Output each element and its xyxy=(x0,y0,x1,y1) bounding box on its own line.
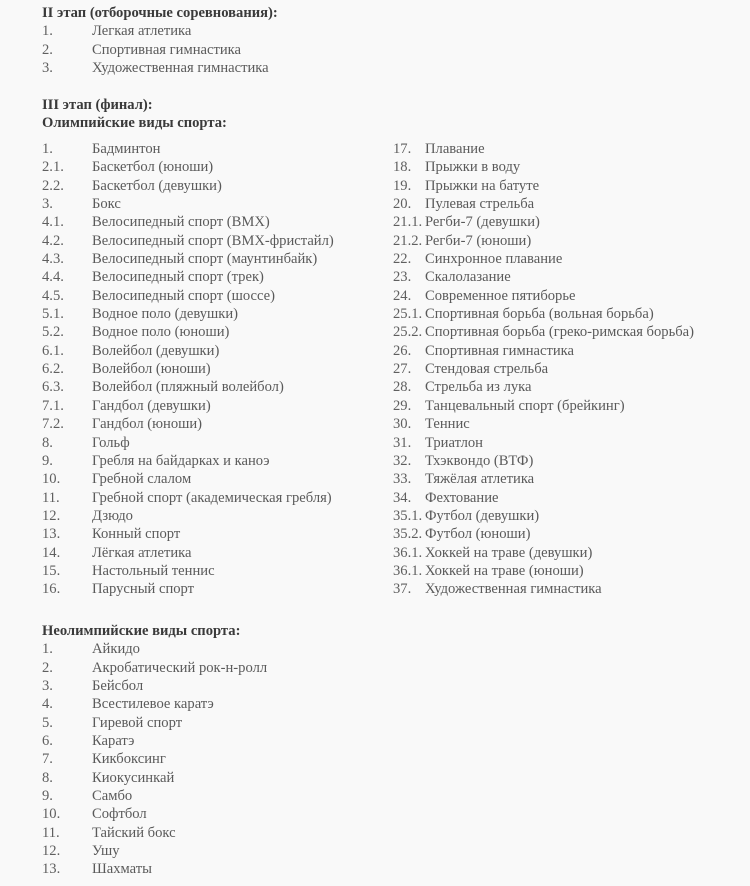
list-item-number: 28. xyxy=(393,379,412,396)
list-item-number: 4.5. xyxy=(42,287,64,304)
list-item-label: Регби-7 (юноши) xyxy=(425,232,532,249)
list-item-number: 11. xyxy=(42,489,60,506)
list-item-label: Всестилевое каратэ xyxy=(92,696,214,713)
list-item xyxy=(393,140,743,158)
list-item-label: Регби-7 (девушки) xyxy=(425,214,540,231)
list-item xyxy=(393,323,743,341)
list-item-label: Софтбол xyxy=(92,806,147,823)
list-item-number: 2. xyxy=(42,41,53,58)
list-item-label: Велосипедный спорт (маунтинбайк) xyxy=(92,251,318,268)
list-item-label: Конный спорт xyxy=(92,526,181,543)
list-item xyxy=(42,177,382,195)
list-item-label: Спортивная гимнастика xyxy=(425,342,575,359)
list-item-label: Кикбоксинг xyxy=(92,751,166,768)
list-item-label: Прыжки на батуте xyxy=(425,177,540,194)
list-item xyxy=(42,232,382,250)
list-item-label: Спортивная борьба (вольная борьба) xyxy=(425,306,654,323)
list-item-label: Хоккей на траве (юноши) xyxy=(425,562,584,579)
list-item-number: 16. xyxy=(42,581,61,598)
list-item-number: 11. xyxy=(42,824,60,841)
list-item-number: 4. xyxy=(42,696,53,713)
list-item-label: Лёгкая атлетика xyxy=(92,544,192,561)
list-item-label: Тяжёлая атлетика xyxy=(425,471,535,488)
list-item-label: Бейсбол xyxy=(92,678,144,695)
list-item-label: Баскетбол (девушки) xyxy=(92,177,222,194)
stage-two-heading: II этап (отборочные соревнования): xyxy=(42,5,278,21)
list-item-label: Велосипедный спорт (BMX-фристайл) xyxy=(92,232,334,249)
list-item-number: 25.2. xyxy=(393,324,423,341)
list-item-number: 30. xyxy=(393,416,412,433)
list-item-label: Стрельба из лука xyxy=(425,379,532,396)
list-item-number: 8. xyxy=(42,769,53,786)
list-item xyxy=(393,378,743,396)
list-item xyxy=(393,452,743,470)
list-item-label: Современное пятиборье xyxy=(425,287,576,304)
list-item xyxy=(42,22,542,40)
list-item-label: Прыжки в воду xyxy=(425,159,521,176)
list-item xyxy=(42,507,382,525)
list-item xyxy=(393,360,743,378)
list-item-label: Гандбол (девушки) xyxy=(92,397,211,414)
list-item xyxy=(42,452,382,470)
stage-two-section xyxy=(42,4,542,132)
list-item xyxy=(42,732,382,750)
list-item xyxy=(393,434,743,452)
list-item-label: Пулевая стрельба xyxy=(425,196,535,213)
stage-three-heading: III этап (финал): xyxy=(42,96,153,113)
list-item-number: 24. xyxy=(393,287,412,304)
list-item-number: 34. xyxy=(393,489,412,506)
list-item xyxy=(393,268,743,286)
list-item-label: Спортивная борьба (греко-римская борьба) xyxy=(425,324,694,341)
list-item xyxy=(42,842,382,860)
list-item-number: 19. xyxy=(393,177,412,194)
list-item-label: Фехтование xyxy=(425,489,499,506)
list-item-label: Танцевальный спорт (брейкинг) xyxy=(425,397,625,414)
list-item xyxy=(393,287,743,305)
list-item-number: 13. xyxy=(42,526,61,543)
list-item-number: 4.4. xyxy=(42,269,64,286)
list-item-number: 6. xyxy=(42,733,53,750)
list-item-label: Бокс xyxy=(92,196,121,213)
list-item-label: Триатлон xyxy=(425,434,483,451)
list-item-number: 5.1. xyxy=(42,306,64,323)
list-item xyxy=(42,544,382,562)
list-item-number: 12. xyxy=(42,843,61,860)
list-item-number: 35.2. xyxy=(393,526,423,543)
list-item-label: Теннис xyxy=(425,416,470,433)
list-item xyxy=(393,177,743,195)
list-item-label: Синхронное плавание xyxy=(425,251,563,268)
list-item-number: 3. xyxy=(42,60,53,77)
list-item-label: Шахматы xyxy=(92,861,152,878)
list-item-label: Футбол (девушки) xyxy=(425,507,540,524)
list-item-number: 9. xyxy=(42,788,53,805)
list-item-number: 17. xyxy=(393,141,412,157)
list-item-number: 10. xyxy=(42,471,61,488)
non-olympic-sports-heading: Неолимпийские виды спорта: xyxy=(42,623,241,639)
olympic-sports-heading: Олимпийские виды спорта: xyxy=(42,115,227,132)
list-item-label: Тайский бокс xyxy=(92,824,176,841)
list-item-label: Легкая атлетика xyxy=(92,23,192,40)
list-item-label: Настольный теннис xyxy=(92,562,215,579)
list-item-number: 3. xyxy=(42,678,53,695)
list-item xyxy=(42,787,382,805)
list-item xyxy=(42,489,382,507)
list-item xyxy=(42,140,382,158)
list-item-number: 5.2. xyxy=(42,324,64,341)
list-item-number: 10. xyxy=(42,806,61,823)
list-item xyxy=(393,580,743,598)
list-item xyxy=(393,232,743,250)
list-item xyxy=(393,489,743,507)
list-item-number: 21.1. xyxy=(393,214,423,231)
list-item xyxy=(42,562,382,580)
olympic-sports-left-column xyxy=(42,140,382,599)
list-item xyxy=(42,415,382,433)
non-olympic-sports-list xyxy=(42,640,382,878)
list-item-number: 4.1. xyxy=(42,214,64,231)
section-gap xyxy=(42,77,542,95)
list-item-number: 2.2. xyxy=(42,177,64,194)
list-item-number: 33. xyxy=(393,471,412,488)
list-item xyxy=(393,507,743,525)
list-item-number: 21.2. xyxy=(393,232,423,249)
list-item-number: 2. xyxy=(42,659,53,676)
list-item xyxy=(42,470,382,488)
list-item xyxy=(42,525,382,543)
list-item-label: Гольф xyxy=(92,434,130,451)
list-item-label: Водное поло (девушки) xyxy=(92,306,239,323)
list-item xyxy=(42,342,382,360)
list-item xyxy=(393,470,743,488)
list-item-label: Художественная гимнастика xyxy=(92,60,269,77)
list-item-number: 6.3. xyxy=(42,379,64,396)
list-item xyxy=(42,268,382,286)
list-item-number: 25.1. xyxy=(393,306,423,323)
olympic-sports-right-column xyxy=(393,140,743,599)
list-item-label: Волейбол (пляжный волейбол) xyxy=(92,379,284,396)
list-item-number: 26. xyxy=(393,342,412,359)
list-item xyxy=(42,677,382,695)
list-item-number: 5. xyxy=(42,714,53,731)
list-item-label: Плавание xyxy=(425,141,485,157)
list-item-label: Спортивная гимнастика xyxy=(92,41,242,58)
list-item-number: 4.3. xyxy=(42,251,64,268)
list-item xyxy=(393,213,743,231)
list-item-label: Самбо xyxy=(92,788,133,805)
list-item-number: 36.1. xyxy=(393,544,423,561)
list-item-label: Велосипедный спорт (шоссе) xyxy=(92,287,275,304)
list-item-number: 20. xyxy=(393,196,412,213)
list-item-number: 7.1. xyxy=(42,397,64,414)
stage-two-list xyxy=(42,22,542,77)
list-item xyxy=(393,525,743,543)
list-item-number: 2.1. xyxy=(42,159,64,176)
list-item xyxy=(42,59,542,77)
list-item xyxy=(42,769,382,787)
list-item-label: Каратэ xyxy=(92,733,135,750)
list-item xyxy=(42,41,542,59)
list-item-number: 1. xyxy=(42,641,53,658)
list-item xyxy=(393,250,743,268)
list-item-label: Дзюдо xyxy=(92,507,133,524)
list-item-number: 12. xyxy=(42,507,61,524)
list-item-number: 35.1. xyxy=(393,507,423,524)
list-item-number: 27. xyxy=(393,361,412,378)
list-item-label: Футбол (юноши) xyxy=(425,526,531,543)
list-item-label: Велосипедный спорт (трек) xyxy=(92,269,264,286)
list-item-label: Акробатический рок-н-ролл xyxy=(92,659,268,676)
list-item-number: 7. xyxy=(42,751,53,768)
list-item-label: Баскетбол (юноши) xyxy=(92,159,214,176)
list-item-number: 3. xyxy=(42,196,53,213)
list-item-number: 4.2. xyxy=(42,232,64,249)
list-item-label: Гребля на байдарках и каноэ xyxy=(92,452,270,469)
list-item xyxy=(42,434,382,452)
list-item-number: 31. xyxy=(393,434,412,451)
list-item-label: Киокусинкай xyxy=(92,769,175,786)
list-item xyxy=(393,415,743,433)
list-item-label: Парусный спорт xyxy=(92,581,195,598)
list-item xyxy=(393,397,743,415)
list-item xyxy=(42,250,382,268)
list-item-number: 29. xyxy=(393,397,412,414)
list-item-number: 6.1. xyxy=(42,342,64,359)
list-item-label: Гребной спорт (академическая гребля) xyxy=(92,489,332,506)
list-item-label: Гандбол (юноши) xyxy=(92,416,203,433)
list-item xyxy=(42,640,382,658)
list-item-number: 18. xyxy=(393,159,412,176)
list-item-label: Скалолазание xyxy=(425,269,511,286)
list-item xyxy=(42,805,382,823)
list-item xyxy=(42,305,382,323)
list-item-number: 8. xyxy=(42,434,53,451)
list-item xyxy=(42,213,382,231)
list-item-number: 32. xyxy=(393,452,412,469)
list-item-number: 14. xyxy=(42,544,61,561)
list-item-label: Волейбол (девушки) xyxy=(92,342,220,359)
list-item-label: Стендовая стрельба xyxy=(425,361,549,378)
list-item xyxy=(42,659,382,677)
list-item xyxy=(393,305,743,323)
list-item xyxy=(393,195,743,213)
list-item xyxy=(42,195,382,213)
list-item-label: Гребной слалом xyxy=(92,471,192,488)
list-item-label: Хоккей на траве (девушки) xyxy=(425,544,593,561)
list-item-label: Волейбол (юноши) xyxy=(92,361,211,378)
list-item-number: 13. xyxy=(42,861,61,878)
list-item xyxy=(42,360,382,378)
list-item-number: 15. xyxy=(42,562,61,579)
non-olympic-sports-section xyxy=(42,622,382,879)
list-item-number: 1. xyxy=(42,23,53,40)
list-item-number: 22. xyxy=(393,251,412,268)
list-item-label: Айкидо xyxy=(92,641,140,658)
list-item xyxy=(42,750,382,768)
list-item xyxy=(42,323,382,341)
list-item-label: Гиревой спорт xyxy=(92,714,183,731)
list-item xyxy=(42,378,382,396)
list-item xyxy=(42,860,382,878)
list-item xyxy=(42,287,382,305)
list-item xyxy=(393,342,743,360)
list-item xyxy=(42,824,382,842)
list-item-label: Тхэквондо (ВТФ) xyxy=(425,452,534,469)
list-item-label: Велосипедный спорт (BMX) xyxy=(92,214,270,231)
list-item xyxy=(393,158,743,176)
list-item xyxy=(42,397,382,415)
list-item xyxy=(42,714,382,732)
list-item xyxy=(42,580,382,598)
list-item-number: 36.1. xyxy=(393,562,423,579)
list-item-number: 23. xyxy=(393,269,412,286)
list-item-number: 7.2. xyxy=(42,416,64,433)
list-item-label: Художественная гимнастика xyxy=(425,581,602,598)
list-item-number: 6.2. xyxy=(42,361,64,378)
list-item xyxy=(393,544,743,562)
list-item-label: Ушу xyxy=(92,843,120,860)
list-item xyxy=(42,695,382,713)
list-item xyxy=(42,158,382,176)
list-item-label: Водное поло (юноши) xyxy=(92,324,230,341)
list-item-label: Бадминтон xyxy=(92,141,161,157)
list-item xyxy=(393,562,743,580)
list-item-number: 9. xyxy=(42,452,53,469)
list-item-number: 1. xyxy=(42,141,53,157)
list-item-number: 37. xyxy=(393,581,412,598)
